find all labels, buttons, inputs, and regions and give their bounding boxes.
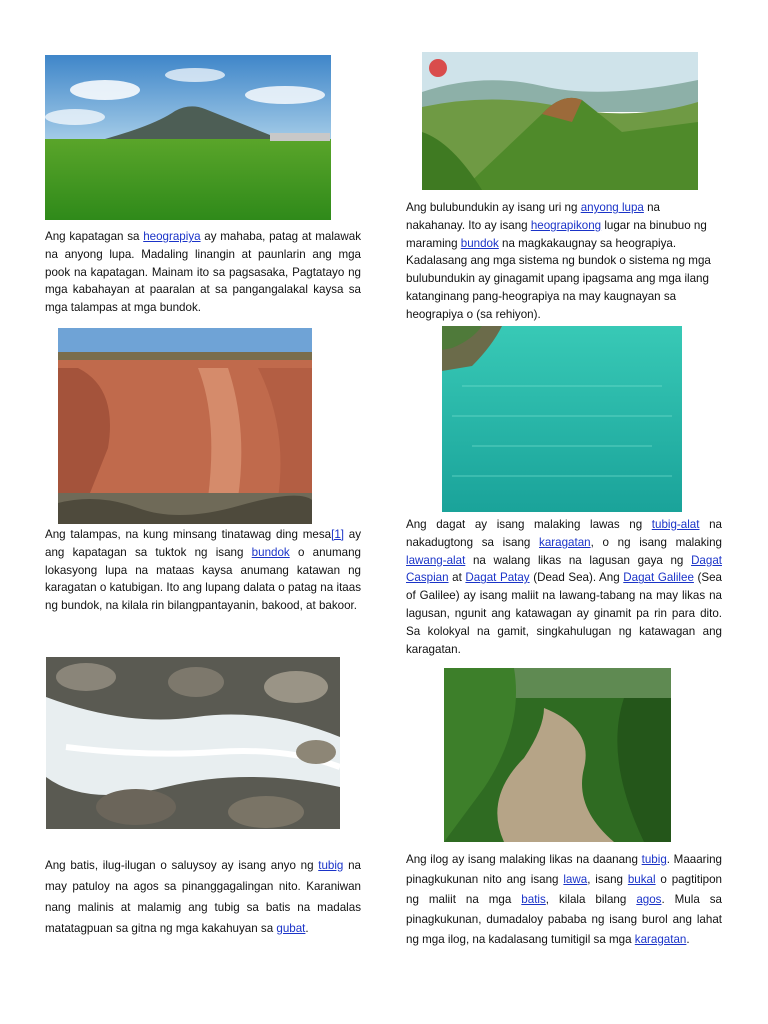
ilog-text-7: . — [686, 933, 690, 946]
bulubundukin-text-1: Ang bulubundukin ay isang uri ng — [406, 201, 581, 214]
talampas-paragraph — [45, 526, 361, 615]
dagat-paragraph — [406, 516, 722, 658]
link-anyong-lupa[interactable]: anyong lupa — [580, 201, 644, 214]
ilog-text-2: . Maaaring pinagkukunan nito ang isang — [406, 853, 723, 886]
dagat-text-4: na walang likas na lagusan gaya ng — [465, 553, 692, 567]
ilog-text-1: Ang ilog ay isang malaking likas na daanang — [406, 853, 642, 866]
kapatagan-paragraph — [45, 228, 361, 317]
link-karagatan[interactable]: karagatan — [539, 535, 591, 549]
link-agos[interactable]: agos — [636, 893, 662, 906]
dagat-text-7: (Sea of Galilee) ay isang maliit na lawang-tabang na may likas na lagusan, ngunit ang katawagan ay ginamit pa rin para dito. Sa kolokyal na gamit, singkahulugan ng katawagan ang karagatan. — [406, 571, 722, 656]
dagat-text-5: at — [448, 571, 466, 585]
bulubundukin-paragraph — [406, 199, 720, 324]
dagat-text-1: Ang dagat ay isang malaking lawas ng — [406, 518, 652, 531]
bulubundukin-text-4: na magkakaugnay sa heograpiya. Kadalasang ang mga sistema ng bundok o sistema ng mga bulubundukin ay ginagamit upang ipagsama ang mga ilang katanginang pang-heograpiya na may kaugnayan sa heograpiya o (sa rehiyon). — [406, 236, 711, 321]
bulubundukin-text-3: lugar na binubuo ng maraming — [406, 218, 707, 250]
bulubundukin-photo — [422, 52, 698, 190]
batis-text-1: Ang batis, ilug-ilugan o saluysoy ay isang anyo ng — [45, 859, 319, 872]
link-dagat-caspian[interactable]: Dagat Caspian — [406, 553, 722, 585]
ilog-photo — [444, 668, 671, 842]
talampas-text-1: Ang talampas, na kung minsang tinatawag ding mesa — [45, 528, 332, 541]
link-gubat[interactable]: gubat — [276, 922, 306, 935]
link-bundok[interactable]: bundok — [251, 545, 290, 559]
talampas-text-2: ay ang kapatagan sa tuktok ng isang — [45, 528, 362, 559]
dagat-photo — [442, 326, 682, 512]
dagat-text-6: (Dead Sea). Ang — [529, 571, 624, 585]
ilog-text-5: , kilala bilang — [545, 893, 637, 906]
link-tubig-alat[interactable]: tubig-alat — [651, 518, 700, 531]
kapatagan-text-2: ay mahaba, patag at malawak na anyong lupa. Madaling linangin at paunlarin ang mga pook na kapatagan. Mainam ito sa pagsasaka, Pagtatayo ng mga kabahayan at paaralan at sa pangangalakal kaysa sa mga talampas at mga bundok. — [45, 230, 361, 315]
dagat-text-2: na nakadugtong sa isang — [406, 518, 722, 549]
link-lawang-alat[interactable]: lawang-alat — [406, 553, 466, 567]
link-tubig[interactable]: tubig — [318, 859, 344, 872]
link-heograpiya[interactable]: heograpiya — [143, 230, 201, 243]
ilog-text-3: , isang — [587, 873, 628, 886]
batis-text-3: . — [305, 922, 309, 935]
kapatagan-photo — [45, 55, 331, 220]
kapatagan-text-1: Ang kapatagan sa — [45, 230, 144, 243]
link-dagat-patay[interactable]: Dagat Patay — [465, 571, 530, 585]
ilog-paragraph — [406, 850, 722, 950]
link-footnote-1[interactable]: [1] — [331, 528, 344, 541]
talampas-text-3: o anumang lokasyong lupa na mataas kaysa anumang katawan ng karagatan o katubigan. Ito ang lupang dalata o patag na itaas ng bundok, na kilala rin bilangpantayanin, bakood, at bakoor. — [45, 545, 361, 613]
ilog-text-6: . Mula sa pinagkukunan, dumadaloy pababa ng isang burol ang lahat ng mga ilog, na kadalasang tumitigil sa mga — [406, 893, 722, 946]
batis-photo — [46, 657, 340, 829]
dagat-text-3: , o ng isang malaking — [590, 535, 722, 549]
talampas-photo — [58, 328, 312, 524]
batis-paragraph — [45, 855, 361, 939]
link-karagatan[interactable]: karagatan — [634, 933, 687, 946]
batis-text-2: na may patuloy na agos sa pinanggagalingan nito. Karaniwan nang malinis at malamig ang tubig sa batis na madalas matatagpuan sa gitna ng mga kakahuyan sa — [45, 859, 361, 935]
ilog-text-4: o pagtitipon ng maliit na mga — [406, 873, 723, 906]
link-batis[interactable]: batis — [521, 893, 546, 906]
link-dagat-galilee[interactable]: Dagat Galilee — [623, 571, 694, 585]
bulubundukin-text-2: na nakahanay. Ito ay isang — [406, 201, 660, 232]
link-lawa[interactable]: lawa — [563, 873, 588, 886]
link-tubig[interactable]: tubig — [641, 853, 667, 866]
link-bukal[interactable]: bukal — [627, 873, 656, 886]
link-bundok[interactable]: bundok — [460, 236, 499, 250]
link-heograpikong[interactable]: heograpikong — [530, 218, 602, 232]
